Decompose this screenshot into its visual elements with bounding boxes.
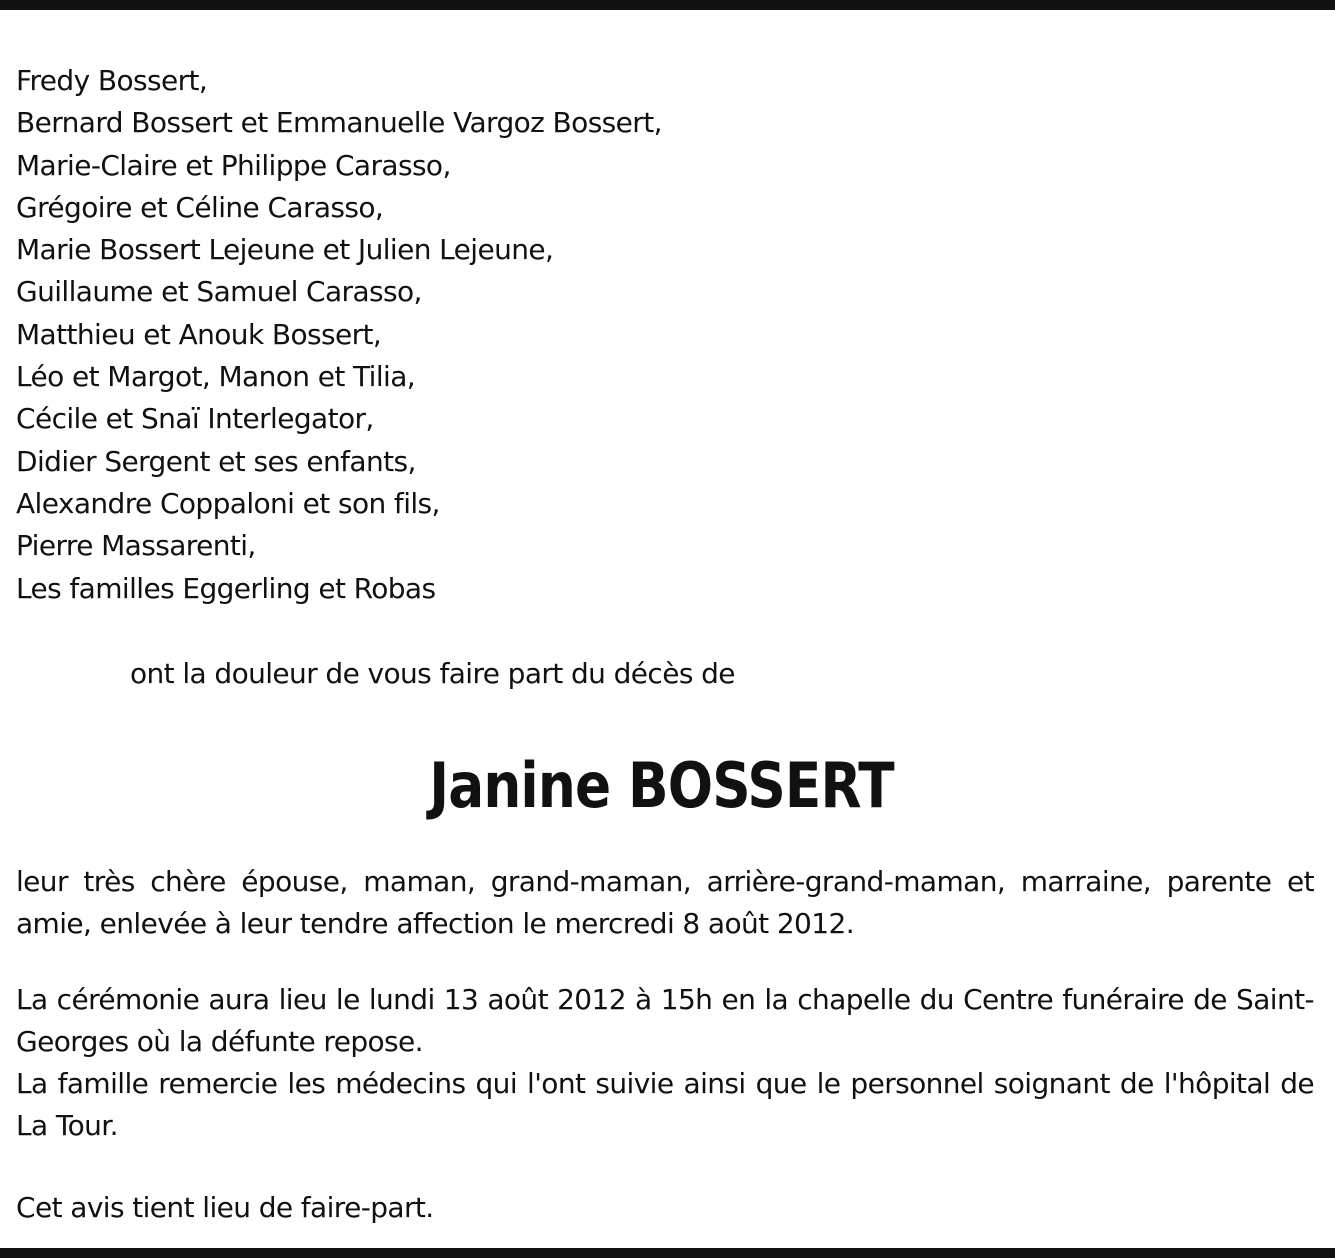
mourner-line: Marie Bossert Lejeune et Julien Lejeune, bbox=[16, 233, 554, 267]
mourner-line: Guillaume et Samuel Carasso, bbox=[16, 275, 422, 309]
mourner-line: Les familles Eggerling et Robas bbox=[16, 571, 436, 605]
mourner-line: Grégoire et Céline Carasso, bbox=[16, 190, 384, 224]
mourner-line: Marie-Claire et Philippe Carasso, bbox=[16, 148, 451, 182]
thanks-paragraph: La famille remercie les médecins qui l'ont suivie ainsi que le personnel soignant de l'hôpital de La Tour. bbox=[16, 1067, 1314, 1142]
ceremony-paragraph: La cérémonie aura lieu le lundi 13 août 2012 à 15h en la chapelle du Centre funéraire de Saint-Georges où la défunte repose. bbox=[16, 983, 1314, 1058]
mourner-line: Alexandre Coppaloni et son fils, bbox=[16, 486, 440, 520]
tribute-paragraph: leur très chère épouse, maman, grand-maman, arrière-grand-maman, marraine, parente et amie, enlevée à leur tendre affection le mercredi 8 août 2012. bbox=[16, 865, 1314, 940]
mourner-line: Pierre Massarenti, bbox=[16, 529, 256, 563]
bottom-border-rule bbox=[0, 1248, 1335, 1258]
mourner-line: Léo et Margot, Manon et Tilia, bbox=[16, 360, 416, 394]
mourners-list bbox=[16, 60, 662, 610]
deceased-name: Janine BOSSERT bbox=[429, 749, 894, 822]
closing-line: Cet avis tient lieu de faire-part. bbox=[16, 1191, 434, 1224]
mourner-line: Fredy Bossert, bbox=[16, 64, 208, 97]
mourner-line: Bernard Bossert et Emmanuelle Vargoz Bossert, bbox=[16, 106, 662, 140]
announcement-intro: ont la douleur de vous faire part du décès de bbox=[130, 657, 735, 690]
mourner-line: Didier Sergent et ses enfants, bbox=[16, 444, 416, 478]
mourner-line: Cécile et Snaï Interlegator, bbox=[16, 402, 374, 436]
mourner-line: Matthieu et Anouk Bossert, bbox=[16, 317, 382, 351]
top-border-rule bbox=[0, 0, 1335, 10]
